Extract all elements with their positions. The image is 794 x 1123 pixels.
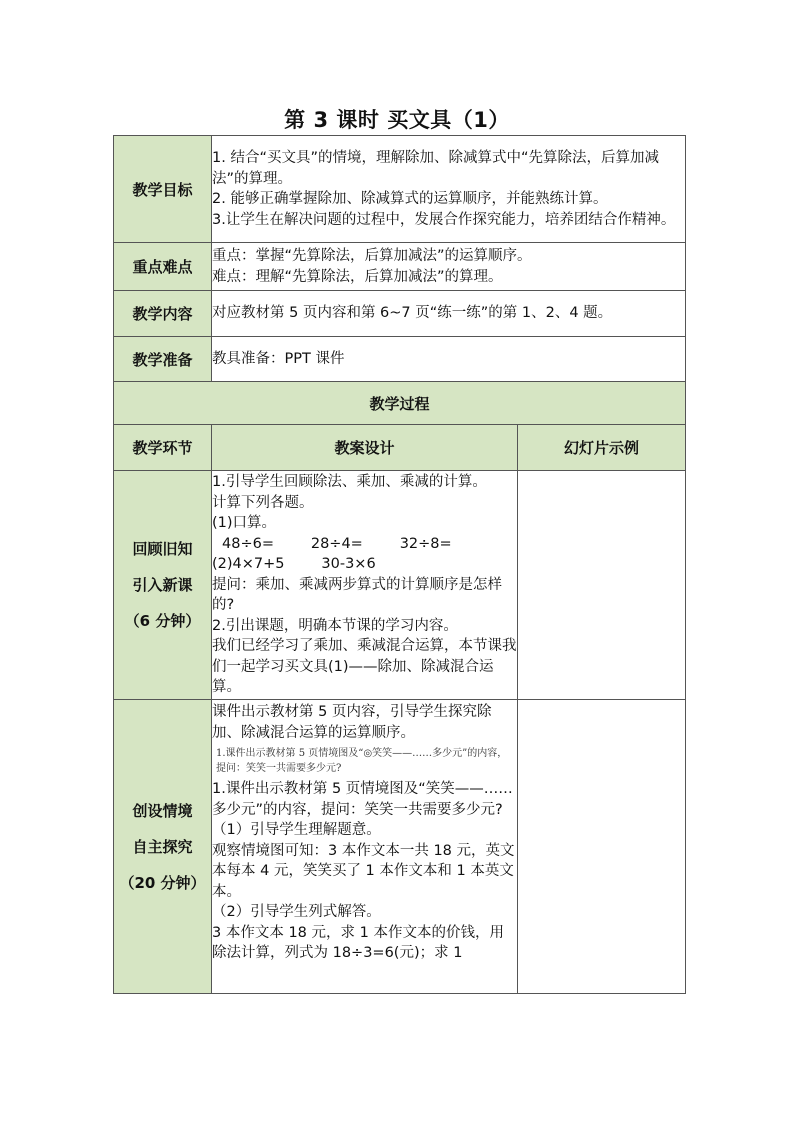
page-title: 第 3 课时 买文具（1） <box>284 108 510 132</box>
slide-example-cell <box>518 700 686 994</box>
section-label-line: 引入新课 <box>132 576 193 594</box>
header-slides: 幻灯片示例 <box>518 425 686 471</box>
design-line: 课件出示教材第 5 页内容，引导学生探究除加、除减混合运算的运算顺序。 <box>212 704 492 741</box>
section-review-label <box>114 471 212 700</box>
label-teaching-content: 教学内容 <box>114 291 212 337</box>
process-title: 教学过程 <box>114 382 686 425</box>
section-review-content <box>212 471 518 700</box>
design-line: 计算下列各题。 <box>212 494 314 511</box>
scanned-note-line: 1.课件出示教材第 5 页情境图及“◎笑笑——……多少元”的内容，提问：笑笑一共需要多少元? <box>216 748 508 774</box>
row-teaching-goals <box>114 136 686 243</box>
key-difficult-content <box>212 243 686 291</box>
label-teaching-goals: 教学目标 <box>114 136 212 243</box>
section-label-line: 创设情境 <box>132 801 193 820</box>
row-process-headers <box>114 425 686 471</box>
label-key-difficult: 重点难点 <box>114 243 212 291</box>
key-point-line: 重点：掌握“先算除法，后算加减法”的运算顺序。 <box>212 248 532 264</box>
section-time-label: （20 分钟） <box>119 873 206 892</box>
lesson-plan-table <box>113 135 686 994</box>
design-line: 观察情境图可知：3 本作文本一共 18 元，英文本每本 4 元，笑笑买了 1 本作文本和 1 本英文本。 <box>212 842 515 900</box>
goal-line: 2. 能够正确掌握除加、除减算式的运算顺序，并能熟练计算。 <box>212 191 608 207</box>
header-stage: 教学环节 <box>114 425 212 471</box>
section-label-line: 回顾旧知 <box>132 540 193 558</box>
label-teaching-prep: 教学准备 <box>114 337 212 382</box>
slide-example-cell <box>518 471 686 700</box>
row-teaching-content <box>114 291 686 337</box>
design-line: 2.引出课题，明确本节课的学习内容。 <box>212 617 458 634</box>
design-line: 1.引导学生回顾除法、乘加、乘减的计算。 <box>212 474 487 491</box>
difficult-point-line: 难点：理解“先算除法，后算加减法”的算理。 <box>212 268 503 285</box>
section-explore-content <box>212 700 518 994</box>
design-line: 提问：乘加、乘减两步算式的计算顺序是怎样的? <box>212 576 502 614</box>
explore-content-clip <box>212 702 517 990</box>
design-line: 3 本作文本 18 元，求 1 本作文本的价钱，用除法计算，列式为 18÷3=6(元)；求 1 <box>212 924 504 961</box>
goal-line: 3.让学生在解决问题的过程中，发展合作探究能力，培养团结合作精神。 <box>212 211 676 228</box>
teaching-goals-content <box>212 136 686 243</box>
oral-calc-line: 48÷6= 28÷4= 32÷8= <box>222 535 452 552</box>
row-teaching-prep <box>114 337 686 382</box>
teaching-content-text: 对应教材第 5 页内容和第 6~7 页“练一练”的第 1、2、4 题。 <box>212 291 686 337</box>
design-line: （1）引导学生理解题意。 <box>212 822 381 838</box>
row-process-title <box>114 382 686 425</box>
section-explore-label <box>114 700 212 994</box>
design-line: (1)口算。 <box>212 515 277 532</box>
design-line: 1.课件出示教材第 5 页情境图及“笑笑——……多少元”的内容，提问：笑笑一共需要多少元? <box>212 781 513 818</box>
section-time-label: （6 分钟） <box>124 612 201 630</box>
calc-line: (2)4×7+5 30-3×6 <box>212 556 376 573</box>
row-section-explore <box>114 700 686 994</box>
row-key-difficult <box>114 243 686 291</box>
design-line: 我们已经学习了乘加、乘减混合运算，本节课我们一起学习买文具(1)——除加、除减混合运算。 <box>212 638 517 696</box>
section-label-line: 自主探究 <box>132 837 193 856</box>
design-line: （2）引导学生列式解答。 <box>212 904 381 920</box>
goal-line: 1. 结合“买文具”的情境，理解除加、除减算式中“先算除法，后算加减法”的算理。 <box>212 150 659 187</box>
header-design: 教案设计 <box>212 425 518 471</box>
row-section-review <box>114 471 686 700</box>
teaching-prep-text: 教具准备：PPT 课件 <box>212 337 686 382</box>
